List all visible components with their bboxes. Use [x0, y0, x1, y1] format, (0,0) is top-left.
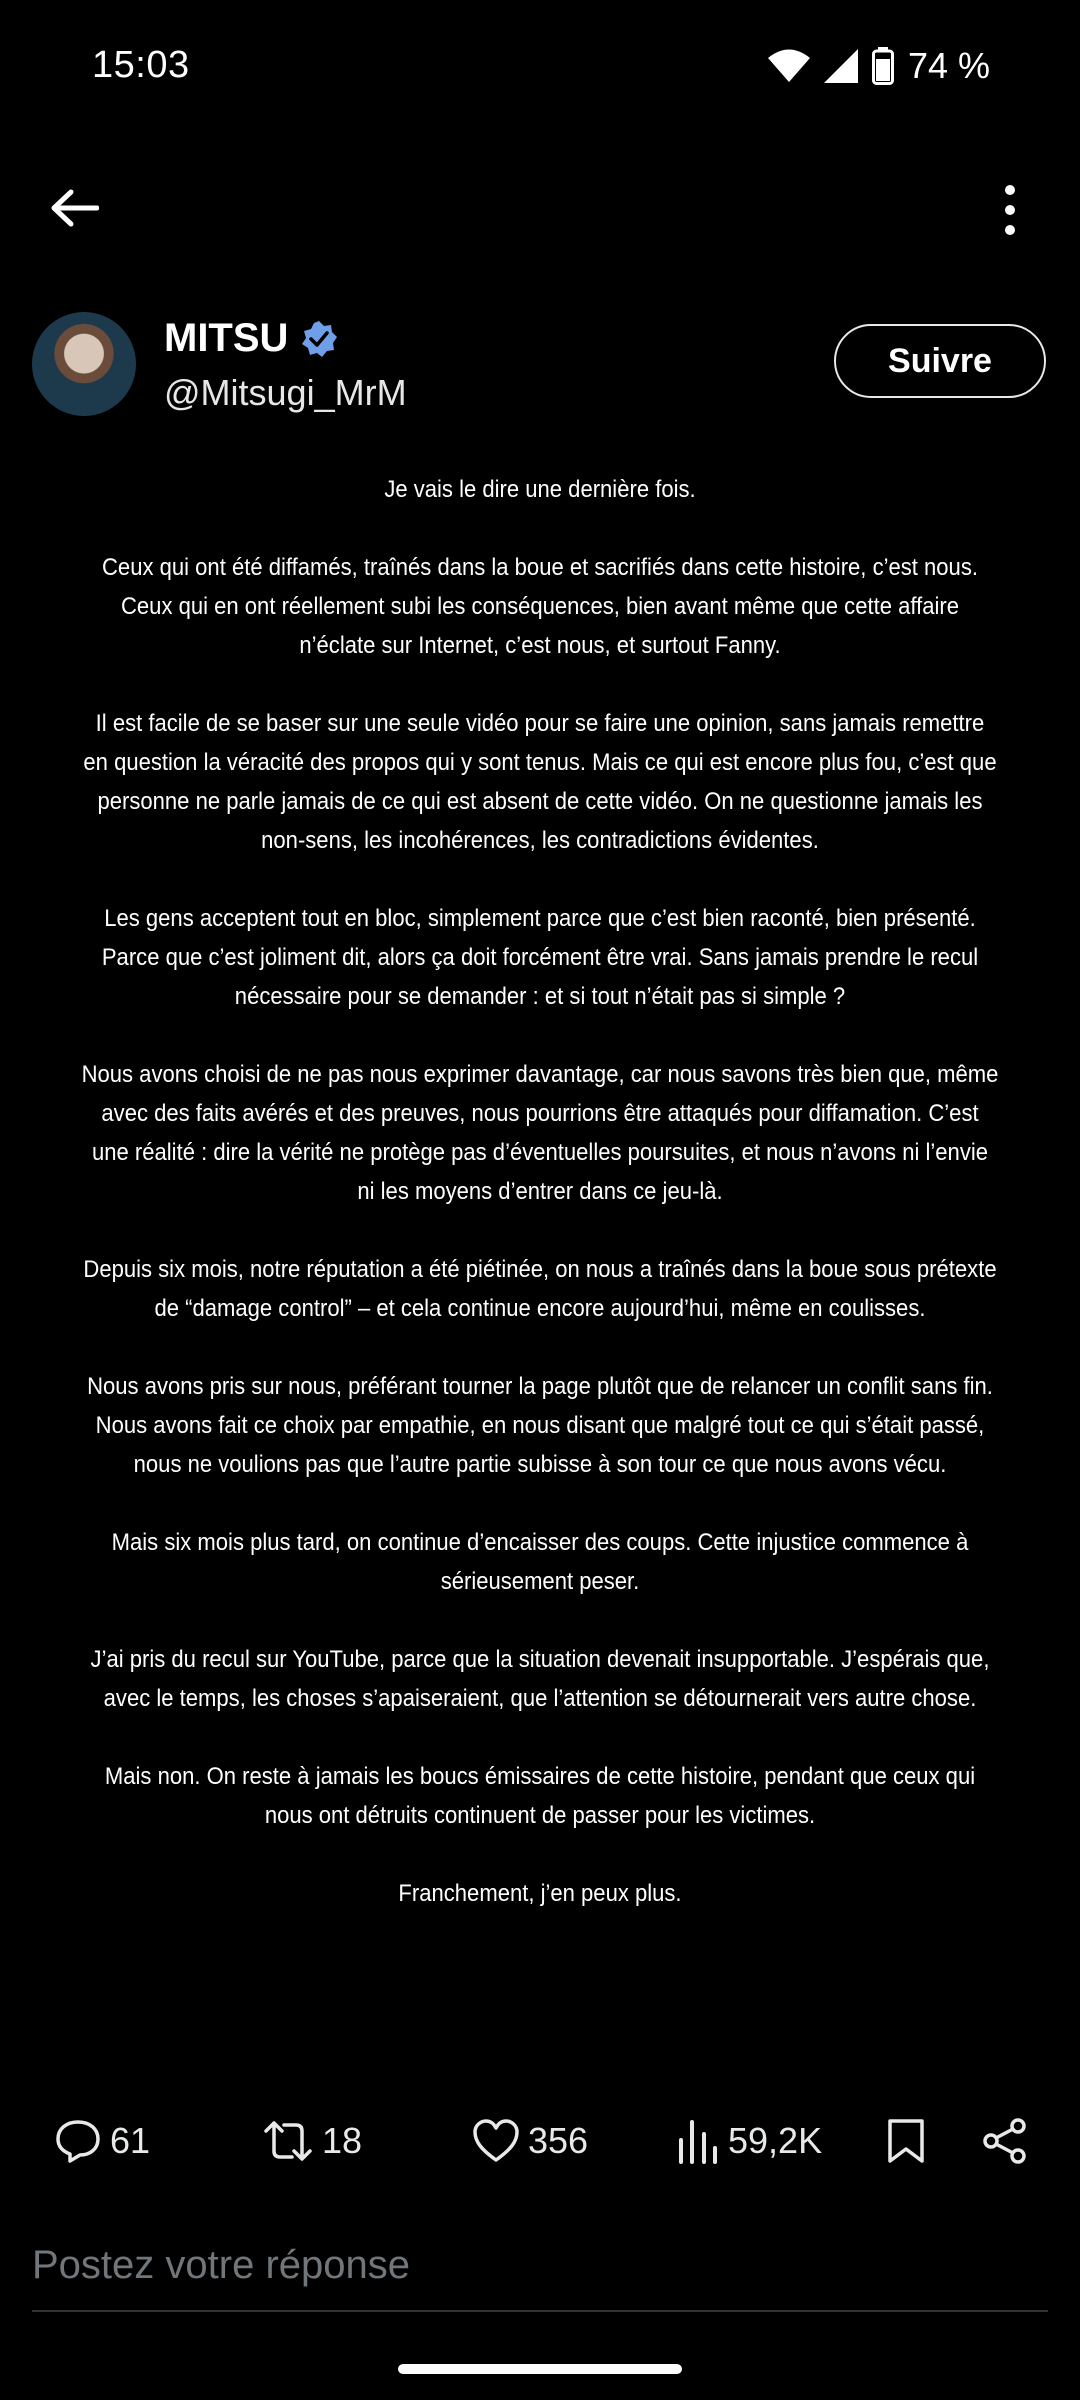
top-navigation [0, 160, 1080, 250]
author-name-row [164, 316, 338, 361]
status-bar [0, 0, 1080, 130]
post-text-image[interactable] [81, 470, 999, 1950]
post-paragraph: Mais non. On reste à jamais les boucs émissaires de cette histoire, pendant que ceux qui nous ont détruits continuent de passer pour les victimes. [104, 1763, 976, 1829]
views-button[interactable] [676, 2114, 822, 2168]
like-button[interactable] [472, 2114, 588, 2168]
bookmark-button[interactable] [886, 2114, 926, 2168]
back-arrow-icon [49, 188, 99, 228]
battery-icon [872, 47, 894, 85]
avatar[interactable] [32, 312, 136, 416]
wifi-icon [768, 49, 810, 83]
bookmark-icon [886, 2117, 926, 2165]
share-button[interactable] [982, 2114, 1028, 2168]
author-name[interactable]: MITSU [164, 316, 289, 360]
reply-button[interactable] [54, 2114, 150, 2168]
repost-button[interactable] [262, 2114, 362, 2168]
like-count: 356 [528, 2120, 589, 2161]
post-paragraph: Nous avons choisi de ne pas nous exprimer davantage, car nous savons très bien que, même avec des faits avérés et des preuves, nous pourrions être attaqués pour diffamation. C’est une réalité : dire la vérité ne protège pas d’éventuelles poursuites, et nous n’avons ni l’envie ni les moyens d’entrer dans ce jeu-là. [81, 1061, 999, 1205]
like-icon [472, 2118, 520, 2164]
reply-composer [32, 2230, 1048, 2312]
views-icon [676, 2118, 720, 2164]
post-paragraph: Mais six mois plus tard, on continue d’encaisser des coups. Cette injustice commence à sérieusement peser. [111, 1529, 969, 1595]
back-button[interactable] [44, 178, 104, 238]
author-handle[interactable]: @Mitsugi_MrM [164, 372, 407, 413]
status-indicators [768, 44, 990, 88]
repost-count: 18 [322, 2120, 363, 2161]
more-vertical-icon [1004, 184, 1016, 236]
repost-icon [262, 2117, 314, 2165]
post-paragraph: Nous avons pris sur nous, préférant tourner la page plutôt que de relancer un conflit sans fin. Nous avons fait ce choix par empathie, en nous disant que malgré tout ce qui s’était passé, nous ne voulions pas que l’autre partie subisse à son tour ce que nous avons vécu. [87, 1373, 993, 1478]
follow-button[interactable]: Suivre [834, 324, 1046, 398]
more-options-button[interactable] [990, 180, 1030, 240]
reply-icon [54, 2117, 102, 2165]
reply-input[interactable] [32, 2230, 1048, 2300]
home-indicator[interactable] [398, 2364, 682, 2374]
verified-badge-icon [300, 320, 338, 358]
post-actions [0, 2100, 1080, 2180]
post-paragraph: Je vais le dire une dernière fois. [384, 476, 696, 503]
signal-icon [824, 49, 858, 83]
status-time: 15:03 [92, 44, 190, 86]
views-count: 59,2K [728, 2120, 823, 2161]
post-paragraph: Depuis six mois, notre réputation a été piétinée, on nous a traînés dans la boue sous prétexte de “damage control” – et cela continue encore aujourd’hui, même en coulisses. [83, 1256, 997, 1322]
post-paragraph: J’ai pris du recul sur YouTube, parce que la situation devenait insupportable. J’espérais que, avec le temps, les choses s’apaiseraient, que l’attention se détournerait vers autre chose. [90, 1646, 990, 1712]
reply-count: 61 [110, 2120, 151, 2161]
post-paragraph: Il est facile de se baser sur une seule vidéo pour se faire une opinion, sans jamais remettre en question la véracité des propos qui y sont tenus. Mais ce qui est encore plus fou, c’est que personne ne parle jamais de ce qui est absent de cette vidéo. On ne questionne jamais les non-sens, les incohérences, les contradictions évidentes. [83, 710, 997, 854]
battery-percent: 74 % [907, 45, 990, 86]
share-icon [982, 2117, 1028, 2165]
post-author [0, 300, 1080, 430]
post-paragraph: Franchement, j’en peux plus. [398, 1880, 682, 1907]
post-paragraph: Les gens acceptent tout en bloc, simplement parce que c’est bien raconté, bien présenté. Parce que c’est joliment dit, alors ça doit forcément être vrai. Sans jamais prendre le recul nécessaire pour se demander : et si tout n’était pas si simple ? [101, 905, 979, 1010]
post-paragraph: Ceux qui ont été diffamés, traînés dans la boue et sacrifiés dans cette histoire, c’est nous. Ceux qui en ont réellement subi les conséquences, bien avant même que cette affaire n’éclate sur Internet, c’est nous, et surtout Fanny. [102, 554, 978, 659]
